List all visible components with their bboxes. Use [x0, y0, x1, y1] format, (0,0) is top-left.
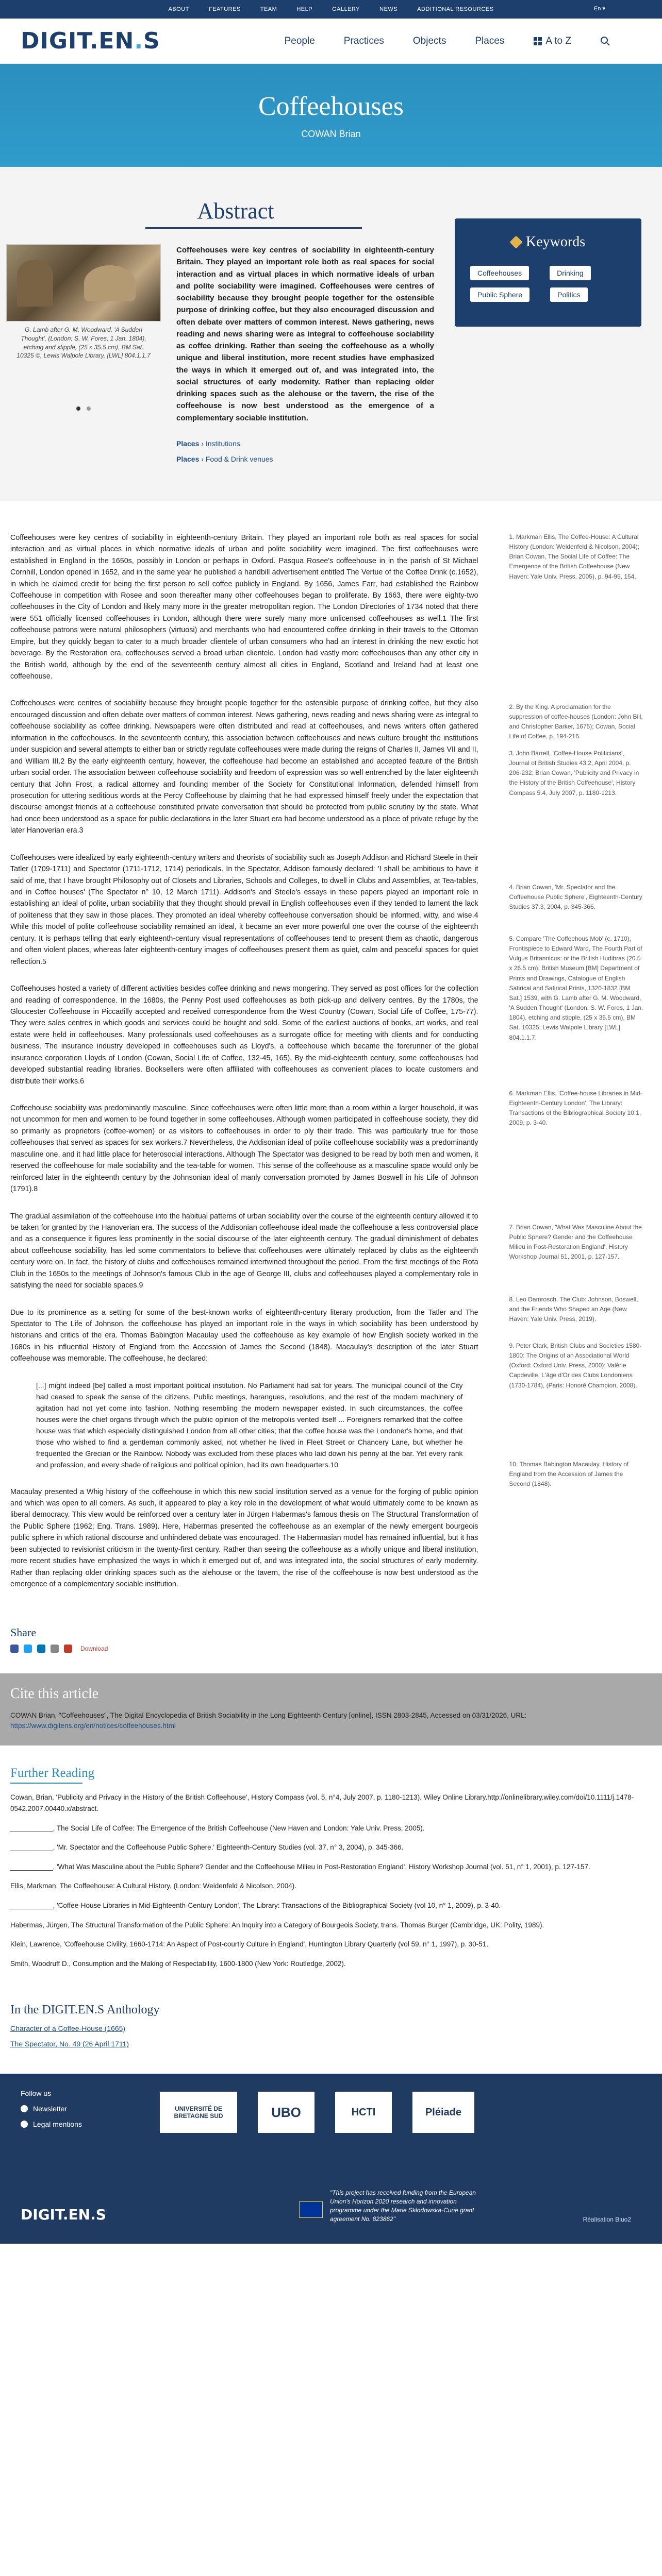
- footnotes-column: [509, 532, 641, 1606]
- paragraph-4: Coffeehouses hosted a variety of different activities besides coffee drinking and news mongering. They served as post offices for the collection and reading of correspondence. In the 1680s, the Penny Post used coffeehouses as both pick-up and delivery centres. By the 1780s, the Gloucester Coffeehouse in Piccadilly accepted and received correspondence from the West Country (Cowan, Social Life of Coffee, 175-77). They were sales centres in which goods and services could be bought and sold. Some of the earliest auctions of books, art works, and real estate were held in coffeehouses. Many professionals used coffeehouses as a surrogate office for meeting with clients and for conducting business. The insurance industry developed in coffeehouses such as Lloyd's, a coffeehouse which became the forerunner of the global insurance corporation Lloyds of London (Cowan, Social Life of Coffee, 132-45, 165). By the mid-eighteenth century, some coffeehouses had developed substantial reading libraries. Booksellers were often affiliated with coffeehouses as convenient places to locate customers and distribute their works.6: [10, 985, 478, 1086]
- ubs-logo[interactable]: UNIVERSITÉ DE BRETAGNE SUD: [160, 2092, 237, 2133]
- chevron-right-icon: ›: [201, 454, 204, 463]
- paragraph-6: The gradual assimilation of the coffeehouse into the habitual patterns of urban sociability over the course of the eighteenth century allowed it to be taken for granted by the Hanoverian era. The success of the Addisonian coffeehouse ideal made the coffeehouse a less controversial place and as a consequence it figures less prominently in the social discourse of the later eighteenth century. The gradual diminishment of debates about coffeehouse sociability, has led some commentators to believe that coffeehouses were ultimately replaced by clubs as the eighteenth century wore on. In fact, the history of clubs and coffeehouses remained intertwined throughout the period. From the first meetings of the Rota Club in the 1650s to the meetings of Johnson's famous Club in the age of George III, clubs and coffeehouses played a complementary role in satisfying the need for sociable spaces.9: [10, 1212, 478, 1290]
- places-links: [176, 439, 434, 463]
- email-icon[interactable]: [51, 1645, 59, 1653]
- footnote-9: 9. Peter Clark, British Clubs and Societies 1580-1800: The Origins of an Associational World (Oxford: Oxford Univ. Press, 2000); Valérie Capdeville, L'âge d'Or des Clubs Londoniens (1730-1784), (Paris: Honoré Champion, 2008).: [509, 1342, 642, 1389]
- abstract-title-rule: [145, 227, 362, 229]
- anthology-section: [0, 1993, 662, 2063]
- anthology-link-character[interactable]: Character of a Coffee-House (1665): [10, 2024, 126, 2033]
- paragraph-2: Coffeehouses were centres of sociability because they brought people together for the ostensible purpose of drinking coffee, but they also encouraged discussion and often debate over matters of common interest. News gathering, news reading and news sharing were as integral to coffeehouse sociability as coffee drinking. Newspapers were often distributed and read at coffeehouses, and news writers often gathered information in the coffeehouses. In the seventeenth century, this association between coffeehouses and news culture brought the institutions under suspicion and several attempts to either ban or strictly regulate coffeehouses were made during the reigns of Charles II, James VII and II, and William III.2 By the early eighteenth century, however, the coffeehouse had become an established and accepted feature of the British urban social order. The association between coffeehouse sociability and freedom of expression was so well entrenched by the later eighteenth century that John Frost, a radical attorney and founding member of the Society for Constitutional Information, defended himself from prosecution for uttering seditious words at the Percy Coffeehouse by claiming that he had expressed himself freely under the expectation that discourse amongst friends at a coffeehouse constituted private conversation that should be protected from public scrutiny by the state. What had once been understood as a space for public declarations in the later Stuart era had become understood as a place of private refuge by the later Hanoverian era.3: [10, 699, 478, 835]
- pleiade-logo[interactable]: Pléiade: [412, 2092, 474, 2133]
- site-logo[interactable]: [21, 28, 160, 54]
- place-link-institutions[interactable]: Institutions: [205, 439, 240, 448]
- abstract-body: [6, 244, 434, 470]
- footnote-10: 10. Thomas Babington Macaulay, History of England from the Accession of James the Second (1848).: [509, 1460, 629, 1488]
- reading-item: ___________, 'What Was Masculine about the Public Sphere? Gender and the Coffeehouse Milieu in Post-Restoration England', History Workshop Journal (vol. 51, n° 1, 2001), p. 127-157.: [10, 1862, 590, 1871]
- places-row-1: [176, 439, 434, 448]
- anthology-link-spectator[interactable]: The Spectator, No. 49 (26 April 1711): [10, 2040, 129, 2048]
- keyword-politics[interactable]: Politics: [550, 287, 587, 302]
- article: [0, 501, 662, 1626]
- legal-icon: [21, 2121, 28, 2128]
- reading-item: ___________, 'Mr. Spectator and the Coffeehouse Public Sphere.' Eighteenth-Century Studies (vol. 37, n° 3, 2004), p. 345-366.: [10, 1843, 404, 1852]
- cite-text-block: [10, 1710, 652, 1731]
- keyword-public-sphere[interactable]: Public Sphere: [470, 287, 529, 302]
- places-row-2: [176, 455, 434, 463]
- further-reading: [0, 1745, 662, 1993]
- cite-section: [0, 1673, 662, 1745]
- footnote-6: 6. Markman Ellis, 'Coffee-house Libraries in Mid-Eighteenth-Century London', The Library: Transactions of the Bibliographical Society 10.1, 2009, p. 3-40.: [509, 1089, 642, 1127]
- footnote-4: 4. Brian Cowan, 'Mr. Spectator and the Coffeehouse Public Sphere', Eighteenth-Century Studies 37.3, 2004, p. 345-366.: [509, 883, 642, 911]
- top-link-news[interactable]: NEWS: [379, 6, 398, 12]
- footnote-7: 7. Brian Cowan, 'What Was Masculine About the Public Sphere? Gender and the Coffeehouse Milieu in Post-Restoration England', History Workshop Journal 51, 2001, p. 127-157.: [509, 1223, 642, 1261]
- keywords-title: Keywords: [526, 234, 586, 250]
- carousel-dots: [6, 406, 161, 411]
- abstract-figure: [6, 244, 161, 470]
- nav-practices[interactable]: Practices: [343, 35, 384, 46]
- keywords-box: [455, 218, 641, 327]
- footnote-8: 8. Leo Damrosch, The Club: Johnson, Boswell, and the Friends Who Shaped an Age (New Haven: Yale Univ. Press, 2019).: [509, 1295, 638, 1323]
- keywords-heading: [511, 234, 626, 250]
- figure-caption: G. Lamb after G. M. Woodward, 'A Sudden Thought', (London: S. W. Fores, 1 Jan. 1804), etching and stipple, (25 x 35.5 cm), BM Sat. 10325 ©, Lewis Walpole Library, [LWL] 804.1.1.7: [16, 326, 151, 360]
- keywords-list: [470, 266, 626, 302]
- carousel-dot-1[interactable]: [76, 406, 80, 411]
- further-reading-title: Further Reading: [10, 1766, 95, 1781]
- download-link[interactable]: Download: [80, 1645, 108, 1653]
- footnote-5: 5. Compare 'The Coffeehous Mob' (c. 1710), Frontispiece to Edward Ward, The Fourth Part of Vulgus Britannicus: or the British Hudibras (20.5 x 26.5 cm), British Museum [BM] Department of Prints and Drawings, Catalogue of English Satirical and Satirical Prints, 1320-1832 [BM Sat.] 1539, with G. Lamb after G. M. Woodward, 'A Sudden Thought' (London: S. W. Fores, 1 Jan. 1804), etching and stipple, (25 x 35.5 cm), BM Sat. 10325; Lewis Walpole Library [LWL] 804.1.1.7.: [509, 935, 643, 1041]
- page-title: Coffeehouses: [258, 92, 404, 121]
- hero-banner: [0, 64, 662, 167]
- footnote-3: 3. John Barrell, 'Coffee-House Politicians', Journal of British Studies 43.2, April 2004, p. 206-232; Brian Cowan, 'Publicity and Privacy in the History of the British Coffeehouse', History Compass 5.4, July 2007, p. 1180-1213.: [509, 749, 639, 796]
- carousel-dot-2[interactable]: [87, 406, 91, 411]
- language-selector[interactable]: En ▾: [593, 6, 605, 12]
- reading-item: Ellis, Markman, The Coffeehouse: A Cultural History, (London: Weidenfeld & Nicolson, 2004).: [10, 1882, 297, 1890]
- funding-statement: "This project has received funding from the European Union's Horizon 2020 research and innovation programme under the Marie Skłodowska-Curie grant agreement No. 823862": [330, 2189, 476, 2223]
- cite-url[interactable]: https://www.digitens.org/en/notices/coffeehouses.html: [10, 1722, 176, 1730]
- abstract-text: Coffeehouses were key centres of sociability in eighteenth-century Britain. They played an important role both as real spaces for social interaction and as virtual places in which normative ideals of urban and polite sociability were imagined. Coffeehouses were centres of sociability because they brought people together for the ostensible purpose of drinking coffee, but they also encouraged discussion and often debate over matters of common interest. News gathering, news reading and news sharing were as integral to coffeehouse sociability as coffee drinking. Rather than seeing the coffeehouse as a wholly unique and liberal institution, more recent studies have emphasized the ways in which it emerged out of, and was integrated into, the social structures of early modernity. Rather than replacing older drinking spaces such as the alehouse or the tavern, the rise of the coffeehouse is now best understood as the emergence of a complementary sociable institution.: [176, 246, 434, 422]
- abstract-section: [0, 167, 662, 501]
- top-link-features[interactable]: FEATURES: [208, 6, 241, 12]
- legal-label: Legal mentions: [33, 2120, 82, 2129]
- top-link-resources[interactable]: ADDITIONAL RESOURCES: [417, 6, 494, 12]
- places-label: Places: [176, 439, 200, 448]
- abstract-title: Abstract: [197, 198, 274, 224]
- newsletter-label: Newsletter: [33, 2105, 68, 2113]
- footnote-1: 1. Markman Ellis, The Coffee-House: A Cultural History (London: Weidenfeld & Nicolson, 2004); Brian Cowan, The Social Life of Coffee: The Emergence of the British Coffeehouse (New Haven: Yale Univ. Press, 2005), p. 94-95, 154.: [509, 533, 640, 580]
- reading-item: Habermas, Jürgen, The Structural Transformation of the Public Sphere: An Inquiry into a Category of Bourgeois Society, trans. Thomas Burger (Cambridge, UK: Polity, 1989).: [10, 1921, 544, 1929]
- top-bar: [0, 0, 662, 19]
- anthology-title: In the DIGIT.EN.S Anthology: [10, 2003, 160, 2017]
- ubo-logo[interactable]: UBO: [258, 2092, 315, 2133]
- chevron-right-icon: ›: [201, 439, 204, 448]
- abstract-main: [6, 198, 434, 470]
- footer-logo[interactable]: DIGIT.EN.S: [21, 2206, 106, 2224]
- keyword-coffeehouses[interactable]: Coffeehouses: [470, 266, 529, 280]
- site-footer: [0, 2074, 662, 2244]
- hcti-logo[interactable]: HCTI: [335, 2092, 392, 2133]
- reading-item: Smith, Woodruff D., Consumption and the Making of Respectability, 1600-1800 (New York: Routledge, 2002).: [10, 1959, 346, 1968]
- facebook-icon[interactable]: [10, 1645, 19, 1653]
- article-body: [10, 532, 478, 1606]
- search-icon[interactable]: [600, 36, 610, 46]
- newsletter-icon: [21, 2105, 28, 2112]
- cite-title: Cite this article: [10, 1686, 99, 1702]
- abstract-column: [176, 244, 434, 470]
- tag-icon: [509, 235, 522, 248]
- logo-text: DIGIT.EN: [21, 28, 135, 54]
- cite-text: COWAN Brian, "Coffeehouses", The Digital Encyclopedia of British Sociability in the Long Eighteenth Century [online], ISSN 2803-2845, Accessed on 03/31/2026, URL:: [10, 1711, 527, 1720]
- macaulay-quote: [...] might indeed [be] called a most important political institution. No Parliament had sat for years. The municipal council of the City had ceased to speak the sense of the citizens. Public meetings, harangues, resolutions, and the rest of the modern machinery of agitation had not yet come into fashion. Nothing resembling the modern newspaper existed. In such circumstances, the coffee houses were the chief organs through which the public opinion of the metropolis vented itself ... Foreigners remarked that the coffee house was that which especially distinguished London from all other cities; that the coffee house was the Londoner's home, and that those who wished to find a gentleman commonly asked, not whether he lived in Fleet Street or Chancery Lane, but whether he frequented the Grecian or the Rainbow. Nobody was excluded from these places who laid down his penny at the bar. Yet every rank and profession, and every shade of religious and political opinion, had its own headquarters.10: [36, 1381, 463, 1469]
- author-name[interactable]: COWAN Brian: [301, 129, 361, 139]
- reading-item: ___________, The Social Life of Coffee: The Emergence of the British Coffeehouse (New Haven and London: Yale Univ. Press, 2005).: [10, 1824, 425, 1832]
- nav-places[interactable]: Places: [475, 35, 505, 46]
- reading-item: Klein, Lawrence, 'Coffeehouse Civility, 1660-1714: An Aspect of Post-courtly Culture in England', Huntington Library Quarterly (vol 59, n° 1, 1997), p. 30-51.: [10, 1940, 489, 1948]
- grid-icon: [533, 37, 542, 46]
- top-links: [169, 6, 494, 12]
- further-reading-rule: [10, 1783, 82, 1784]
- paragraph-8: Macaulay presented a Whig history of the coffeehouse in which this new social institution served as a venue for the forging of public opinion and which was open to all comers. As such, it appeared to play a key role in the development of what would ultimately come to be known as liberal democracy. This view would be reinforced over a century later in Jürgen Habermas's famous thesis on The Structural Transformation of the Public Sphere (1962; Eng. Trans. 1989). Here, Habermas presented the coffeehouse as an exemplar of the newly emergent bourgeois public sphere in which rational discourse and unhindered debate was encouraged. The Habermasian model has remained influential, but it has been subjected to revisionist criticism in the twenty-first century. Rather than seeing the coffeehouse as a wholly unique and liberal institution, more recent studies have emphasized the ways in which it emerged out of, and was integrated into, the social structures of early modernity. Rather than replacing older drinking spaces such as the alehouse or the tavern, the rise of the coffeehouse is now best understood as the emergence of a complementary sociable institution.: [10, 1487, 478, 1588]
- eu-flag-icon: [299, 2201, 323, 2218]
- nav-objects[interactable]: Objects: [412, 35, 446, 46]
- places-label-2: Places: [176, 454, 200, 463]
- logo-dot: .: [134, 28, 144, 54]
- reading-item: Cowan, Brian, 'Publicity and Privacy in the History of the British Coffeehouse', History Compass (vol. 5, n°4, July 2007, p. 1180-1213). Wiley Online Library.http://onlinelibrary.wiley.com/doi/10.1111/j.1478-0542.2007.00440.x/abstract.: [10, 1793, 634, 1813]
- nav-people[interactable]: People: [284, 35, 315, 46]
- linkedin-icon[interactable]: [37, 1645, 45, 1653]
- site-header: [0, 19, 662, 64]
- twitter-icon[interactable]: [24, 1645, 32, 1653]
- place-link-food-drink[interactable]: Food & Drink venues: [205, 454, 273, 463]
- reading-item: ___________, 'Coffee-House Libraries in Mid-Eighteenth-Century London', The Library: Transactions of the Bibliographical Society (vol 10, n° 1, 2009), p. 3-40.: [10, 1902, 501, 1909]
- nav-a-to-z[interactable]: [533, 36, 571, 47]
- partner-logos: [160, 2092, 474, 2133]
- main-nav: [285, 36, 610, 47]
- top-link-team[interactable]: TEAM: [260, 6, 277, 12]
- top-link-gallery[interactable]: GALLERY: [332, 6, 360, 12]
- nav-a-to-z-label: A to Z: [545, 35, 571, 46]
- paragraph-3: Coffeehouses were idealized by early eighteenth-century writers and theorists of sociability such as Joseph Addison and Richard Steele in their Tatler (1709-1711) and Spectator (1711-1712, 1714) periodicals. In the Spectator, Addison famously declared: 'I shall be ambitious to have it said of me, that I have brought Philosophy out of Closets and Libraries, Schools and Colleges, to dwell in Clubs and Assemblies, at Tea-tables, and in Coffee houses' (The Spectator n° 10, 12 March 1711). Addison's and Steele's essays in these papers played an important role in establishing an ideal of polite, urban sociability that they thought should prevail in English coffeehouses even if they tended to lament the lack of politeness that they saw in those places. They promoted an ideal whereby coffeehouse conversation should be informed, witty, and wise.4 While this model of polite coffeehouse sociability remained an ideal, it became an ever more powerful one over the course of the eighteenth century. It is perhaps telling that early eighteenth-century visual representations of coffeehouses tend to present them as chaotic, dangerous and often violent places, whereas later eighteenth-century images of coffeehouses present them as quiet, calm and peaceful spaces for quiet reflection.5: [10, 853, 478, 966]
- pdf-icon[interactable]: [64, 1645, 72, 1653]
- share-section: [0, 1626, 662, 1653]
- share-icons: [10, 1645, 652, 1653]
- coffeehouse-engraving-image[interactable]: [6, 244, 161, 321]
- paragraph-7: Due to its prominence as a setting for some of the best-known works of eighteenth-century literary production, from the Tatler and The Spectator to The Life of Johnson, the coffeehouse has played an important role in the ways in which sociability has been understood by historians and critics of the era. Thomas Babington Macaulay used the coffeehouse as key example of how English society worked in the 1680s in his influential History of England from the Accession of James the Second (1848). Macaulay's description of the later Stuart coffeehouse was memorable. The coffeehouse, he declared:: [10, 1308, 478, 1363]
- share-title: Share: [10, 1626, 37, 1639]
- paragraph-5: Coffeehouse sociability was predominantly masculine. Since coffeehouses were often little more than a room within a larger household, it was not uncommon for men and women to be found together in some coffeehouses. Although women participated in coffeehouse society, they did so primarily as proprietors (coffee-women) or as visitors to coffeehouses in order to ply their trade. This was particularly true for those coffeehouses that served as spaces for sex workers.7 Nevertheless, the Addisonian ideal of polite coffeehouse sociability was a predominantly masculine one, and it had little place for heterosocial interactions. Although The Spectator was designed to be read by both men and women, it reserved the coffeehouse for male sociability and the tea-table for women. This sense of the coffeehouse as a masculine space would only be reinforced later in the eighteenth century by the Johnsonian ideal of manly conversation promoted by James Boswell in his Life of Johnson (1791).8: [10, 1104, 478, 1194]
- realisation-credit[interactable]: Réalisation Bluo2: [583, 2216, 631, 2224]
- footnote-2: 2. By the King. A proclamation for the suppression of coffee-houses (London: John Bill, and Christopher Barker, 1675); Cowan, Social Life of Coffee, p. 194-216.: [509, 703, 643, 740]
- keyword-drinking[interactable]: Drinking: [550, 266, 590, 280]
- logo-end: S: [143, 28, 160, 54]
- paragraph-1: Coffeehouses were key centres of sociability in eighteenth-century Britain. They played an important role both as real spaces for social interaction and as virtual places in which normative ideals of urban and polite sociability were imagined. The first coffeehouses were established in England in the 1650s, possibly in London or perhaps in Oxford. Pasqua Rosee's coffeehouse in in the parish of St Michael Cornhill, London opened in 1652, and in the same year he published a handbill advertisement entitled The Vertue of the Coffee Drink (c.1652), in which he claimed credit for being the first person to sell coffee publicly in England. By 1656, James Farr, had established the Rainbow Coffeehouse in competition with Rosee and soon thereafter many other coffeehouses began to proliferate. By 1663, there were eighty-two coffeehouses in the City of London and likely many more in the greater metropolitan region. The London Directories of 1734 noted that there were 551 officially licensed coffeehouses in London, although there were surely many more unlicensed coffeehouses as well.1 The first coffeehouse patrons were natural philosophers (virtuosi) and merchants who had encountered coffee drinking in their travels to the Ottoman Empire, but they quickly began to cater to a much broader clientele of urban consumers who had an interest in drinking the new exotic hot beverage. By the Restoration era, coffeehouses served a broad urban clientele. London had vastly more coffeehouses than any other city in the British world, although by the end of the seventeenth century almost all cities in England, Scotland and Ireland had at least one coffeehouse.: [10, 533, 478, 681]
- top-link-about[interactable]: ABOUT: [168, 6, 189, 12]
- follow-us: Follow us: [21, 2089, 52, 2098]
- top-link-help[interactable]: HELP: [296, 6, 313, 12]
